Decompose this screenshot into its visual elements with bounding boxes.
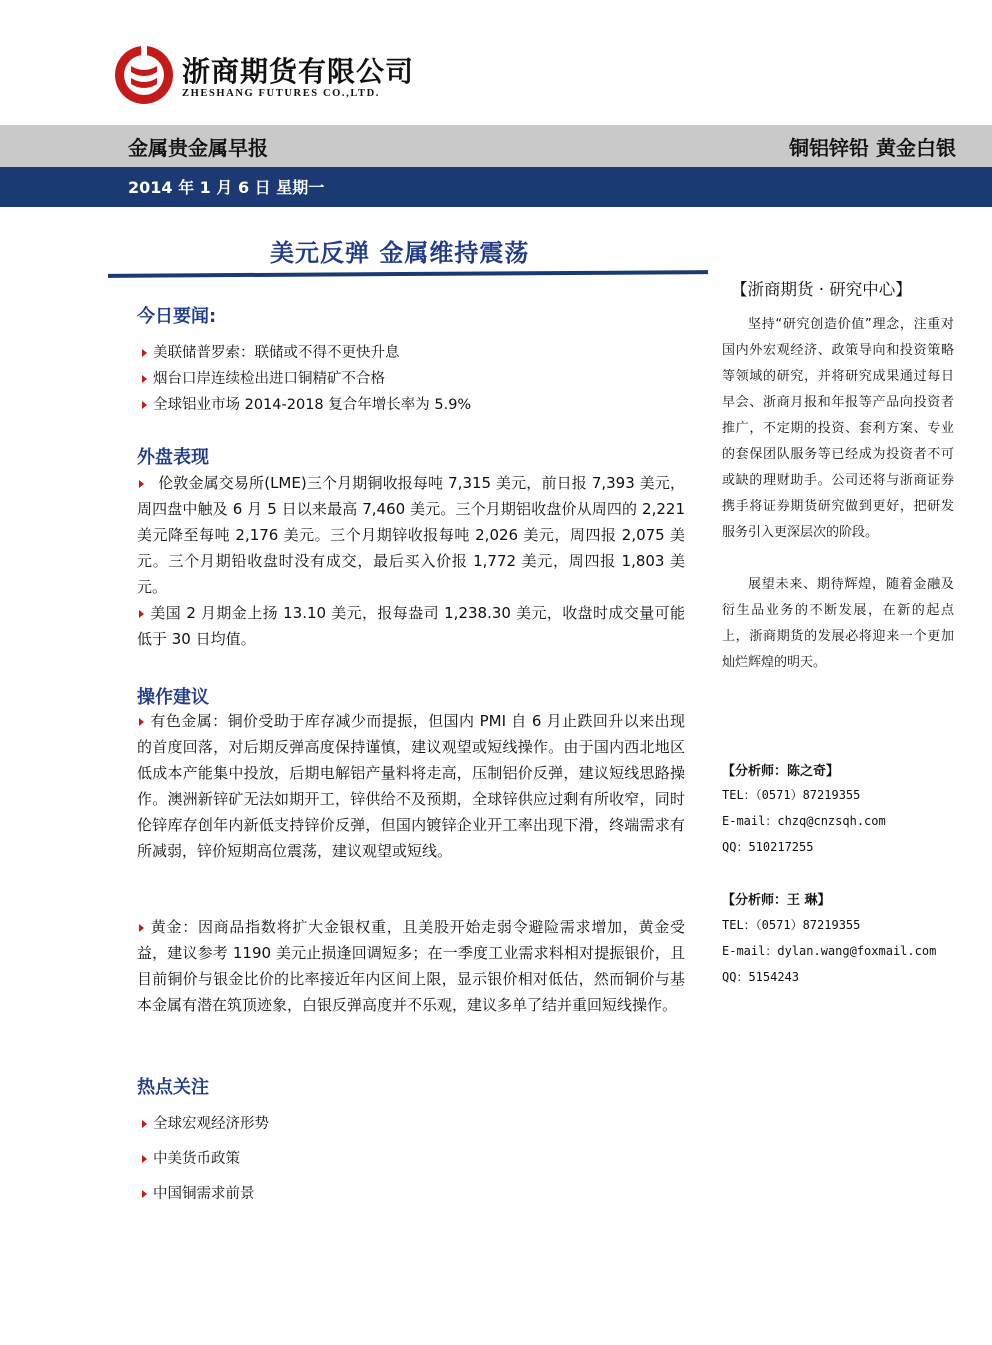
- overseas-paragraph: 美国 2 月期金上扬 13.10 美元，报每盎司 1,238.30 美元，收盘时成交量可能低于 30 日均值。: [137, 604, 685, 648]
- analyst-qq: QQ：5154243: [722, 970, 800, 984]
- title-divider: [108, 270, 708, 278]
- report-date: 2014 年 1 月 6 日 星期一: [128, 178, 325, 197]
- analyst-email[interactable]: E-mail：dylan.wang@foxmail.com: [722, 944, 937, 958]
- bullet-triangle-icon: [139, 718, 144, 726]
- analyst-tel: TEL：（0571）87219355: [722, 918, 861, 932]
- news-item: 全球铝业市场 2014-2018 复合年增长率为 5.9%: [137, 393, 471, 414]
- sidebar-intro: 坚持“研究创造价值”理念，注重对国内外宏观经济、政策导向和投资策略等领域的研究，并将研究成果通过每日早会、浙商月报和年报等产品向投资者推广，不定期的投资、套利方案、专业的套保团队服务等已经成为投资者不可或缺的理财助手。公司还将与浙商证券携手将证券期货研究做到更好，把研发服务引入更深层次的阶段。: [722, 317, 954, 540]
- bullet-triangle-icon: [142, 1120, 147, 1128]
- advice-paragraph: 黄金：因商品指数将扩大金银权重，且美股开始走弱令避险需求增加，黄金受益，建议参考 1190 美元止损逢回调短多；在一季度工业需求料相对提振银价，且目前铜价与银金比价的比率接近年内区间上限，显示银价相对低估，然而铜价与基本金属有潜在筑顶迹象，白银反弹高度并不乐观，建议多单了结并重回短线操作。: [137, 918, 685, 1014]
- company-logo-icon: [113, 44, 175, 106]
- hot-item: 全球宏观经济形势: [137, 1112, 269, 1133]
- company-name-cn: 浙商期货有限公司: [182, 55, 415, 88]
- bullet-triangle-icon: [142, 1155, 147, 1163]
- overseas-paragraph: 伦敦金属交易所(LME)三个月期铜收报每吨 7,315 美元，前日报 7,393 美元，周四盘中触及 6 月 5 日以来最高 7,460 美元。三个月期铝收盘价从周四的 2,221 美元降至每吨 2,176 美元。三个月期锌收报每吨 2,026 美元，周四报 2,075 美元。三个月期铅收盘时没有成交，最后买入价报 1,772 美元，周四报 1,803 美元。: [137, 474, 685, 596]
- metals-covered: 铜铝锌铅 黄金白银: [789, 136, 956, 160]
- analyst-name: 【分析师：王 琳】: [722, 893, 831, 908]
- analyst-tel: TEL：（0571）87219355: [722, 788, 861, 802]
- news-item: 美联储普罗索：联储或不得不更快升息: [137, 341, 400, 362]
- bullet-triangle-icon: [142, 401, 147, 409]
- hot-item: 中美货币政策: [137, 1147, 240, 1168]
- bullet-triangle-icon: [142, 1190, 147, 1198]
- bullet-triangle-icon: [139, 480, 144, 488]
- company-name-en: ZHESHANG FUTURES CO.,LTD.: [182, 88, 381, 99]
- analyst-name: 【分析师：陈之奇】: [722, 764, 840, 779]
- bullet-triangle-icon: [142, 349, 147, 357]
- advice-heading: 操作建议: [137, 687, 209, 708]
- analyst-email[interactable]: E-mail：chzq@cnzsqh.com: [722, 814, 886, 828]
- report-title: 美元反弹 金属维持震荡: [270, 239, 530, 267]
- news-item: 烟台口岸连续检出进口铜精矿不合格: [137, 367, 385, 388]
- sidebar-outlook: 展望未来、期待辉煌，随着金融及衍生品业务的不断发展，在新的起点上，浙商期货的发展必将迎来一个更加灿烂辉煌的明天。: [722, 577, 954, 670]
- overseas-heading: 外盘表现: [137, 447, 209, 468]
- report-type: 金属贵金属早报: [128, 136, 268, 160]
- hot-item: 中国铜需求前景: [137, 1182, 255, 1203]
- analyst-qq: QQ：510217255: [722, 840, 814, 854]
- sidebar-header: 【浙商期货 · 研究中心】: [731, 280, 912, 299]
- advice-paragraph: 有色金属：铜价受助于库存减少而提振，但国内 PMI 自 6 月止跌回升以来出现的首度回落，对后期反弹高度保持谨慎，建议观望或短线操作。由于国内西北地区低成本产能集中投放，后期电解铝产量料将走高，压制铝价反弹，建议短线思路操作。澳洲新锌矿无法如期开工，锌供给不及预期，全球锌供应过剩有所收窄，同时伦锌库存创年内新低支持锌价反弹，但国内镀锌企业开工率出现下滑，终端需求有所减弱，锌价短期高位震荡，建议观望或短线。: [137, 712, 685, 860]
- bullet-triangle-icon: [142, 375, 147, 383]
- news-heading: 今日要闻:: [137, 306, 217, 327]
- hot-heading: 热点关注: [137, 1077, 209, 1098]
- bullet-triangle-icon: [139, 924, 144, 932]
- bullet-triangle-icon: [139, 610, 144, 618]
